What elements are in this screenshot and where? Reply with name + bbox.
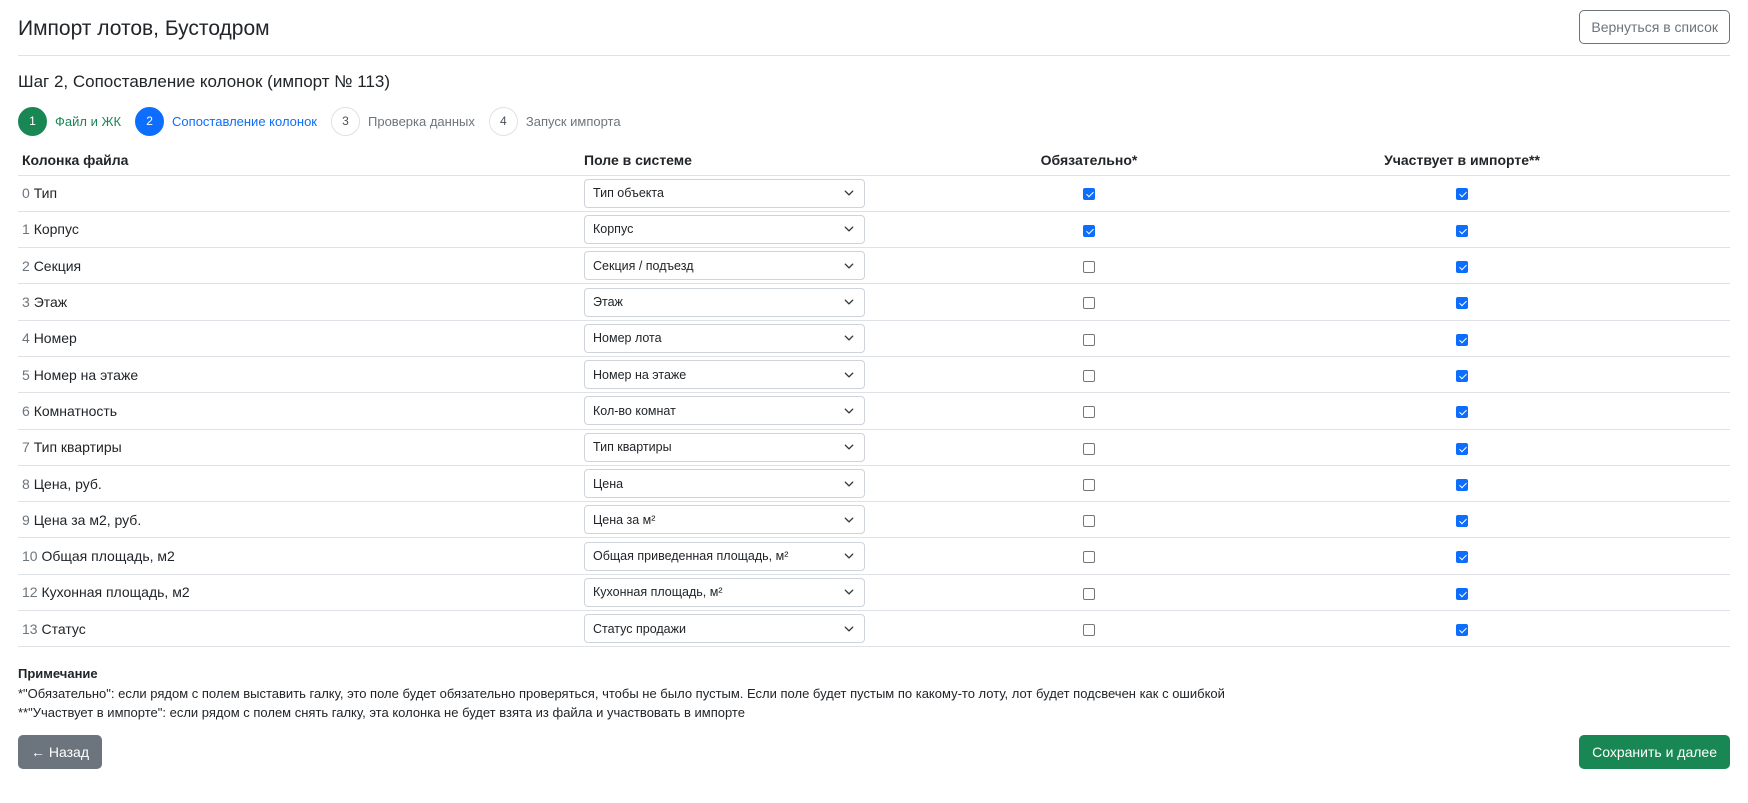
footer [18,735,1730,769]
file-column-cell [18,320,580,356]
column-name: Тип квартиры [33,439,122,456]
system-field-cell [580,429,984,465]
column-index: 3 [22,294,30,311]
chevron-down-icon [844,442,854,452]
required-cell [984,393,1194,429]
table-row [18,538,1730,574]
file-column-cell [18,538,580,574]
column-name: Секция [33,257,82,274]
required-checkbox[interactable] [1083,588,1095,600]
chevron-down-icon [844,406,854,416]
step-4 [489,107,621,136]
required-cell [984,248,1194,284]
system-field-value: Корпус [593,222,634,237]
chevron-down-icon [844,624,854,634]
file-column-cell [18,611,580,647]
note-block [18,664,1730,723]
column-name: Тип [33,185,58,202]
included-cell [1194,175,1730,211]
chevron-down-icon [844,261,854,271]
system-field-select[interactable] [584,288,865,317]
column-index: 4 [22,330,30,347]
included-checkbox[interactable] [1456,334,1468,346]
required-checkbox[interactable] [1083,370,1095,382]
required-cell [984,429,1194,465]
required-cell [984,465,1194,501]
save-and-next-button[interactable]: Сохранить и далее [1579,735,1730,769]
header-required: Обязательно* [984,146,1194,175]
system-field-cell [580,320,984,356]
included-cell [1194,574,1730,610]
included-checkbox[interactable] [1456,225,1468,237]
system-field-value: Секция / подъезд [593,258,694,273]
system-field-value: Кухонная площадь, м² [593,585,723,600]
required-cell [984,356,1194,392]
column-index: 0 [22,185,30,202]
column-index: 8 [22,475,30,492]
required-checkbox[interactable] [1083,297,1095,309]
column-index: 10 [22,548,38,565]
system-field-cell [580,611,984,647]
system-field-cell [580,211,984,247]
required-cell [984,320,1194,356]
file-column-cell [18,393,580,429]
included-cell [1194,502,1730,538]
system-field-select[interactable] [584,614,865,643]
table-row [18,320,1730,356]
system-field-select[interactable] [584,215,865,244]
column-name: Цена за м2, руб. [33,511,142,528]
chevron-down-icon [844,587,854,597]
note-required: *"Обязательно": если рядом с полем выставить галку, это поле будет обязательно проверяться, чтобы не было пустым. Если поле будет пустым по какому-то лоту, лот будет подсвечен как с ошибкой [18,685,1225,701]
required-cell [984,284,1194,320]
file-column-cell [18,284,580,320]
table-row [18,175,1730,211]
included-checkbox[interactable] [1456,406,1468,418]
system-field-value: Этаж [593,295,623,310]
column-name: Этаж [33,294,68,311]
system-field-cell [580,356,984,392]
step-number: 1 [18,107,47,136]
file-column-cell [18,465,580,501]
page-header [18,0,1730,56]
table-row [18,502,1730,538]
step-label: Файл и ЖК [55,113,122,129]
included-cell [1194,248,1730,284]
file-column-cell [18,574,580,610]
page-title: Импорт лотов, Бустодром [18,16,270,40]
system-field-value: Тип квартиры [593,440,672,455]
required-checkbox[interactable] [1083,624,1095,636]
column-name: Общая площадь, м2 [41,548,175,565]
header-included: Участвует в импорте** [1194,146,1730,175]
required-cell [984,175,1194,211]
step-label: Запуск импорта [525,113,621,129]
required-checkbox[interactable] [1083,225,1095,237]
system-field-select[interactable] [584,396,865,425]
column-name: Номер на этаже [33,366,139,383]
chevron-down-icon [844,224,854,234]
chevron-down-icon [844,370,854,380]
system-field-value: Общая приведенная площадь, м² [593,549,789,564]
column-name: Корпус [33,221,79,238]
required-checkbox[interactable] [1083,261,1095,273]
system-field-cell [580,248,984,284]
table-row [18,574,1730,610]
column-name: Цена, руб. [33,475,102,492]
table-row [18,211,1730,247]
step-3 [331,107,475,136]
note-title: Примечание [18,666,98,682]
included-cell [1194,393,1730,429]
required-cell [984,502,1194,538]
file-column-cell [18,248,580,284]
included-cell [1194,538,1730,574]
system-field-value: Статус продажи [593,621,686,636]
system-field-select[interactable] [584,179,865,208]
column-index: 13 [22,620,38,637]
file-column-cell [18,356,580,392]
back-button[interactable]: ← Назад [18,735,102,769]
column-index: 7 [22,439,30,456]
chevron-down-icon [844,515,854,525]
table-row [18,429,1730,465]
required-cell [984,574,1194,610]
file-column-cell [18,502,580,538]
system-field-value: Цена за м² [593,512,656,527]
column-name: Номер [33,330,77,347]
file-column-cell [18,175,580,211]
included-checkbox[interactable] [1456,588,1468,600]
system-field-cell [580,175,984,211]
header-file-column: Колонка файла [18,146,580,175]
system-field-cell [580,465,984,501]
chevron-down-icon [844,551,854,561]
required-cell [984,538,1194,574]
system-field-value: Цена [593,476,624,491]
included-checkbox[interactable] [1456,443,1468,455]
system-field-select[interactable] [584,469,865,498]
system-field-cell [580,574,984,610]
table-row [18,356,1730,392]
included-cell [1194,284,1730,320]
required-checkbox[interactable] [1083,334,1095,346]
column-index: 6 [22,402,30,419]
chevron-down-icon [844,297,854,307]
table-row [18,284,1730,320]
column-index: 1 [22,221,30,238]
system-field-select[interactable] [584,433,865,462]
step-label: Проверка данных [368,113,475,129]
column-index: 12 [22,584,38,601]
system-field-select[interactable] [584,360,865,389]
step-2 [135,107,317,136]
included-cell [1194,465,1730,501]
included-checkbox[interactable] [1456,297,1468,309]
column-index: 2 [22,257,30,274]
system-field-value: Тип объекта [593,186,664,201]
required-checkbox[interactable] [1083,515,1095,527]
included-checkbox[interactable] [1456,479,1468,491]
included-checkbox[interactable] [1456,624,1468,636]
chevron-down-icon [844,479,854,489]
included-checkbox[interactable] [1456,515,1468,527]
system-field-cell [580,393,984,429]
column-name: Статус [41,620,86,637]
table-header-row [18,146,1730,175]
wizard-steps [18,106,1730,136]
included-checkbox[interactable] [1456,370,1468,382]
header-system-field: Поле в системе [580,146,984,175]
step-number: 2 [135,107,164,136]
included-checkbox[interactable] [1456,261,1468,273]
table-row [18,248,1730,284]
required-checkbox[interactable] [1083,406,1095,418]
required-cell [984,211,1194,247]
table-row [18,465,1730,501]
included-cell [1194,429,1730,465]
system-field-value: Кол-во комнат [593,403,676,418]
included-checkbox[interactable] [1456,188,1468,200]
system-field-select[interactable] [584,505,865,534]
system-field-value: Номер на этаже [593,367,687,382]
included-cell [1194,320,1730,356]
step-label: Сопоставление колонок [172,113,317,129]
required-cell [984,611,1194,647]
system-field-select[interactable] [584,251,865,280]
chevron-down-icon [844,188,854,198]
step-number: 4 [489,107,518,136]
file-column-cell [18,429,580,465]
step-title: Шаг 2, Сопоставление колонок (импорт № 113) [18,72,390,91]
back-to-list-button[interactable]: Вернуться в список [1579,10,1730,44]
system-field-select[interactable] [584,578,865,607]
required-checkbox[interactable] [1083,479,1095,491]
step-1 [18,107,121,136]
included-cell [1194,611,1730,647]
system-field-cell [580,538,984,574]
system-field-value: Номер лота [593,331,662,346]
included-cell [1194,211,1730,247]
table-row [18,393,1730,429]
column-mapping-table [18,146,1730,647]
column-name: Комнатность [33,402,118,419]
column-name: Кухонная площадь, м2 [41,584,190,601]
included-checkbox[interactable] [1456,551,1468,563]
required-checkbox[interactable] [1083,551,1095,563]
table-row [18,611,1730,647]
chevron-down-icon [844,333,854,343]
included-cell [1194,356,1730,392]
required-checkbox[interactable] [1083,188,1095,200]
system-field-cell [580,502,984,538]
column-index: 5 [22,366,30,383]
file-column-cell [18,211,580,247]
step-number: 3 [331,107,360,136]
system-field-select[interactable] [584,324,865,353]
column-index: 9 [22,511,30,528]
system-field-select[interactable] [584,542,865,571]
system-field-cell [580,284,984,320]
note-included: **"Участвует в импорте": если рядом с полем снять галку, эта колонка не будет взята из файла и участвовать в импорте [18,705,745,721]
required-checkbox[interactable] [1083,443,1095,455]
